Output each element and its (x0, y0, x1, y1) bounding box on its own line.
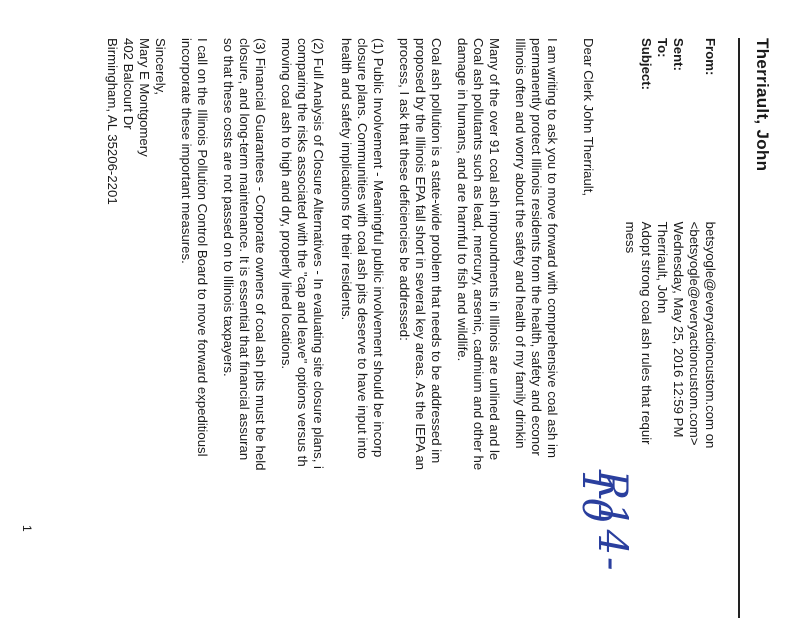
p2-line-3: damage in humans, and are harmful to fish and wildlife. (455, 38, 470, 362)
p4-line-2: closure plans. Communities with coal ash pits deserve to have input into (355, 38, 370, 459)
paragraph-2 (454, 38, 502, 618)
from-line-2: <betsyogle@everyactioncustom.com> (687, 221, 702, 446)
signature-street: 402 Balcourt Dr (121, 38, 136, 130)
signature-block (104, 38, 168, 618)
p5-line-1: (2) Full Analysis of Closure Alternatives - In evaluating site closure plans, i (311, 38, 326, 469)
p6-line-1: (3) Financial Guarantees - Corporate owners of coal ash pits must be held (253, 38, 268, 471)
handwritten-annotation: R14-10 (573, 470, 635, 573)
from-label: From: (703, 38, 718, 76)
p3-line-1: Coal ash pollution is a state-wide problem that needs to be addressed im (429, 38, 444, 464)
p6-line-3: so that these costs are not passed on to Illinois taxpayers. (221, 38, 236, 377)
header-rule (738, 38, 740, 618)
to-value: Therriault, John (655, 221, 670, 314)
p7-line-2: incorporate these important measures. (179, 38, 194, 264)
signature-closing: Sincerely, (153, 38, 168, 95)
p3-line-3: process, I ask that these deficiencies be addressed: (397, 38, 412, 341)
subject-line-2: mess (623, 221, 638, 254)
to-label: To: (655, 38, 670, 58)
p1-line-1: I am writing to ask you to move forward with comprehensive coal ash im (545, 38, 560, 458)
paragraph-6 (220, 38, 268, 618)
subject-row (622, 38, 654, 445)
paragraph-4 (338, 38, 386, 618)
subject-line-1: Adopt strong coal ash rules that requir (639, 221, 654, 445)
p4-line-3: health and safety implications for their residents. (339, 38, 354, 321)
paragraph-5 (278, 38, 326, 618)
from-value (686, 222, 718, 449)
paragraph-3 (396, 38, 444, 618)
p3-line-2: proposed by the Illinois EPA fall short in several key areas. As the IEPA an (413, 38, 428, 471)
p1-line-3: Illinois often and worry about the safety and health of my family drinkin (513, 38, 528, 449)
subject-value (622, 222, 654, 445)
p7-line-1: I call on the Illinois Pollution Control Board to move forward expeditiousl (195, 38, 210, 457)
subject-label: Subject: (639, 38, 654, 91)
p2-line-2: Coal ash pollutants such as lead, mercury, arsenic, cadmium and other he (471, 38, 486, 471)
p4-line-1: (1) Public Involvement - Meaningful public involvement should be incorp (371, 38, 386, 458)
p5-line-2: comparing the risks associated with the "cap and leave" options versus th (295, 38, 310, 467)
sent-value: Wednesday, May 25, 2016 12:59 PM (671, 221, 686, 438)
p6-line-2: closure, and long-term maintenance. It is essential that financial assuran (237, 38, 252, 461)
salutation-text: Dear Clerk John Therriault, (581, 38, 596, 197)
sent-row (670, 38, 686, 437)
from-line-1: betsyogle@everyactioncustom.com on (703, 221, 718, 449)
from-row (686, 38, 718, 448)
paragraph-1 (512, 38, 560, 618)
sent-label: Sent: (671, 38, 686, 71)
to-row (654, 38, 670, 313)
page-number: 1 (20, 525, 34, 532)
paragraph-7 (178, 38, 210, 618)
signature-city: Birmingham, AL 35206-2201 (105, 38, 120, 205)
p2-line-1: Many of the over 91 coal ash impoundments in Illinois are unlined and le (487, 38, 502, 461)
salutation (580, 38, 596, 618)
sender-name: Therriault, John (753, 38, 772, 172)
p5-line-3: moving coal ash to high and dry, properly lined locations. (279, 38, 294, 370)
signature-name: Mary E Montgomery (137, 38, 152, 157)
p1-line-2: permanently protect Illinois residents from the health, safety and econor (529, 38, 544, 456)
